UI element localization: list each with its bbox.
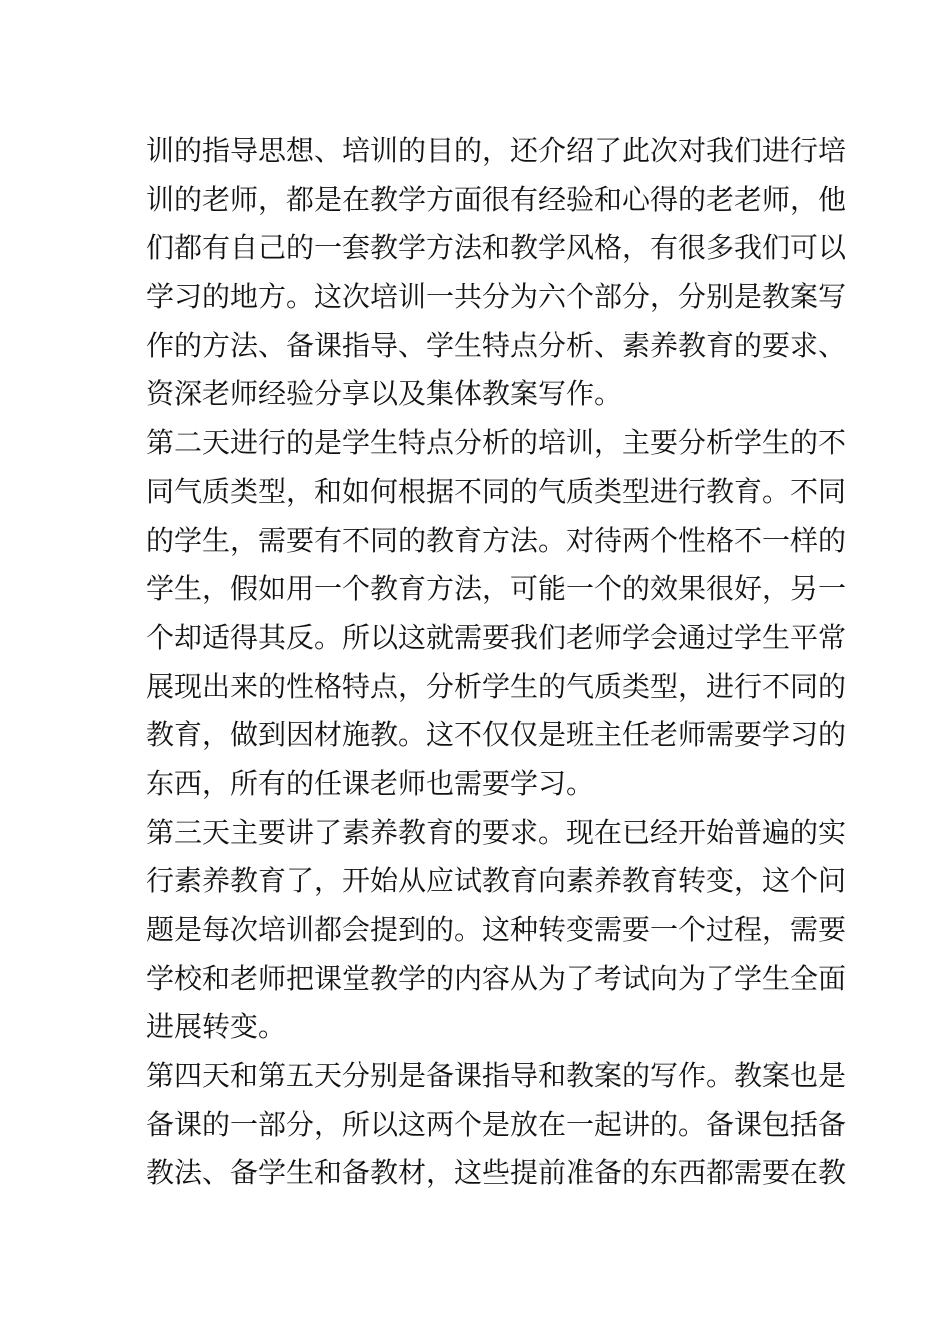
body-text [146,127,847,1198]
text-line: 第四天和第五天分别是备课指导和教案的写作。教案也是 [146,1059,847,1093]
text-line: 进展转变。 [146,1010,287,1044]
text-line: 学生，假如用一个教育方法，可能一个的效果很好，另一 [146,572,847,606]
text-line: 教法、备学生和备教材，这些提前准备的东西都需要在教 [146,1156,847,1190]
text-line: 同气质类型，和如何根据不同的气质类型进行教育。不同 [146,474,847,508]
text-line: 资深老师经验分享以及集体教案写作。 [146,377,623,411]
text-line: 第二天进行的是学生特点分析的培训，主要分析学生的不 [146,426,847,460]
text-line: 行素养教育了，开始从应试教育向素养教育转变，这个问 [146,864,847,898]
text-line: 题是每次培训都会提到的。这种转变需要一个过程，需要 [146,913,847,946]
text-line: 作的方法、备课指导、学生特点分析、素养教育的要求、 [146,328,847,362]
text-line: 个却适得其反。所以这就需要我们老师学会通过学生平常 [146,620,847,654]
text-line: 学习的地方。这次培训一共分为六个部分，分别是教案写 [146,280,847,314]
text-line: 展现出来的性格特点，分析学生的气质类型，进行不同的 [146,669,847,703]
text-line: 第三天主要讲了素养教育的要求。现在已经开始普遍的实 [146,815,847,849]
text-line: 教育，做到因材施教。这不仅仅是班主任老师需要学习的 [146,718,847,752]
text-line: 们都有自己的一套教学方法和教学风格，有很多我们可以 [146,231,847,265]
text-line: 学校和老师把课堂教学的内容从为了考试向为了学生全面 [146,961,847,995]
text-line: 的学生，需要有不同的教育方法。对待两个性格不一样的 [146,523,847,557]
text-line: 训的指导思想、培训的目的，还介绍了此次对我们进行培 [146,134,847,167]
text-line: 东西，所有的任课老师也需要学习。 [146,766,595,800]
text-line: 备课的一部分，所以这两个是放在一起讲的。备课包括备 [146,1107,847,1141]
text-line: 训的老师，都是在教学方面很有经验和心得的老老师，他 [146,182,847,216]
